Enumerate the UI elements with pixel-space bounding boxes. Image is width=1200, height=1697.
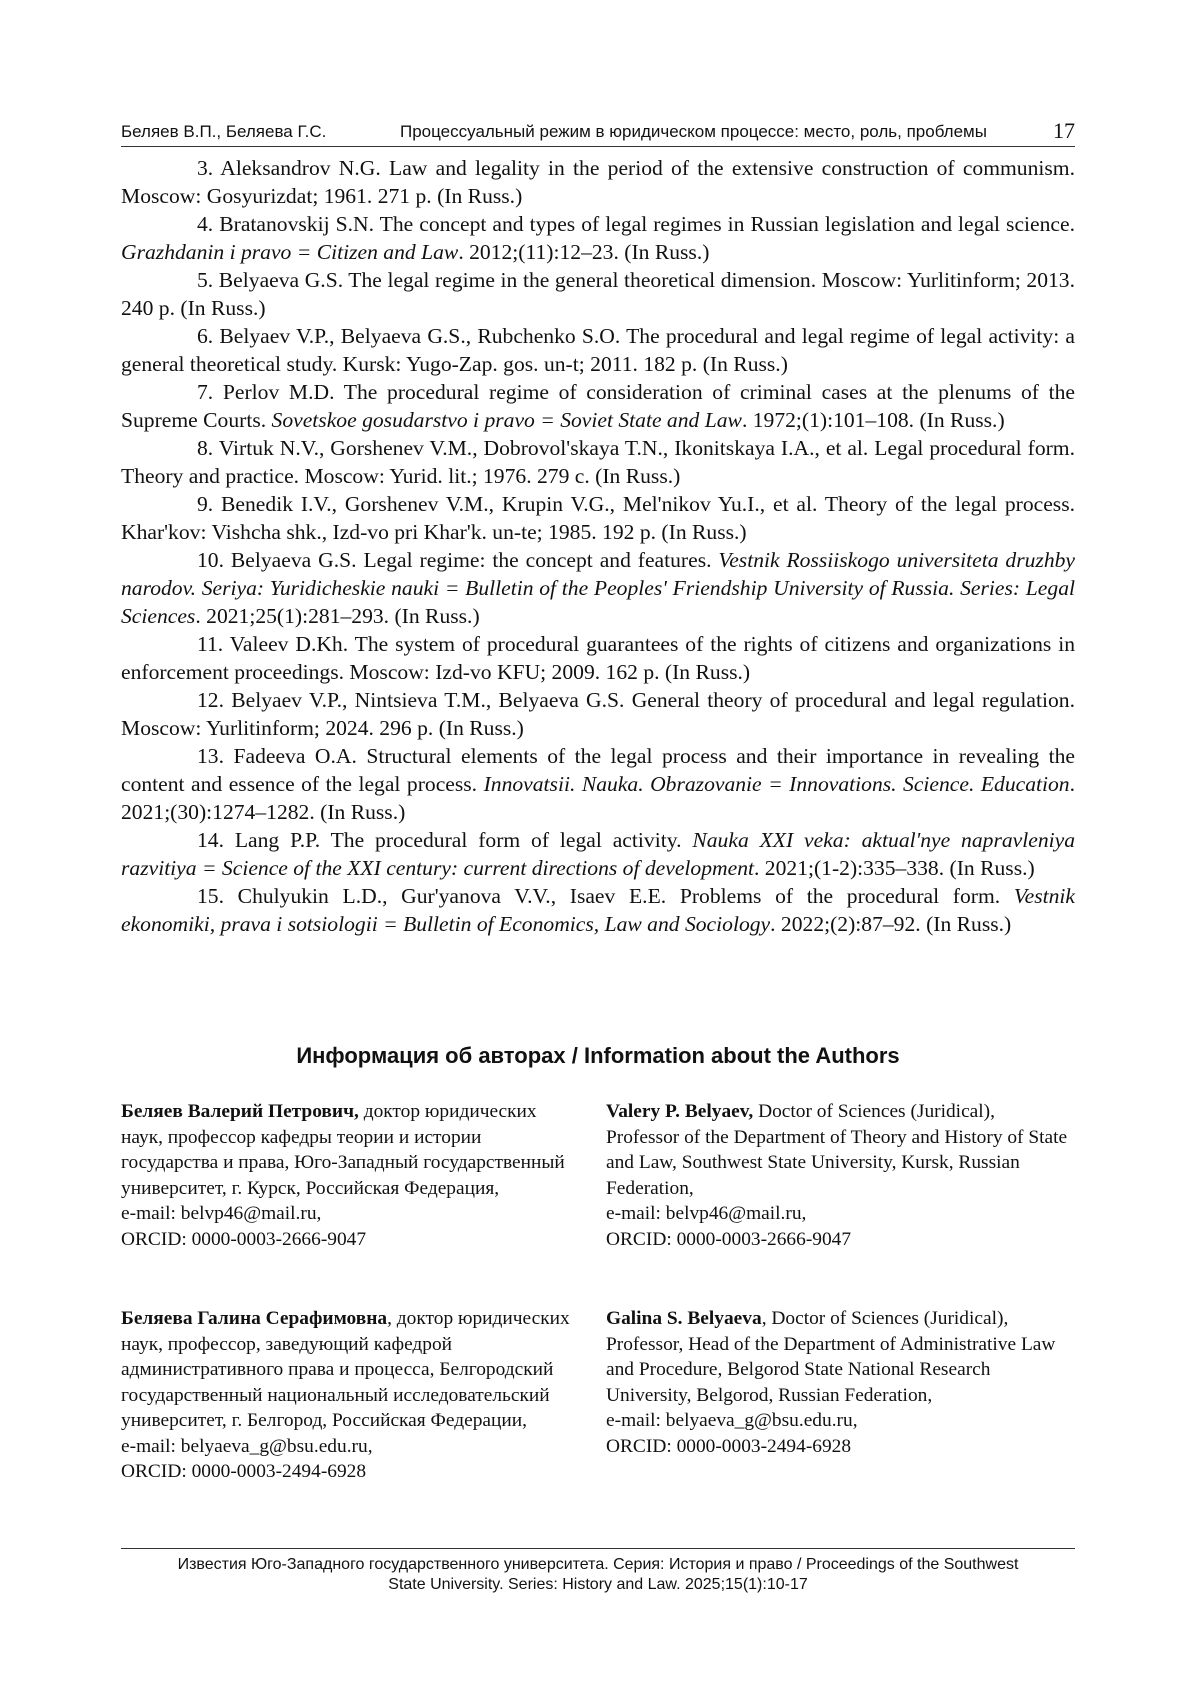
author-orcid: ORCID: 0000-0003-2666-9047 [606, 1228, 852, 1250]
reference-item: 12. Belyaev V.P., Nintsieva T.M., Belyaeva G.S. General theory of procedural and legal regulation. Moscow: Yurlitinform; 2024. 296 p. (In Russ.) [121, 688, 1075, 740]
header-article-title: Процессуальный режим в юридическом процессе: место, роль, проблемы [400, 122, 987, 141]
author-name: Galina S. Belyaeva [606, 1308, 762, 1329]
reference-item: 6. Belyaev V.P., Belyaeva G.S., Rubchenko S.O. The procedural and legal regime of legal activity: a general theoretical study. Kursk: Yugo-Zap. gos. un-t; 2011. 182 p. (In Russ.) [121, 324, 1075, 376]
author-info-en-belyaeva [606, 1306, 1068, 1459]
author-description: Doctor of Sciences (Juridical), Professor of the Department of Theory and History of State and Law, Southwest State University, Kursk, Russian Federation, [606, 1101, 1068, 1199]
reference-list [121, 154, 1075, 938]
author-email[interactable]: e-mail: belvp46@mail.ru, [606, 1203, 807, 1224]
reference-item: 4. Bratanovskij S.N. The concept and types of legal regimes in Russian legislation and legal science. Grazhdanin i pravo = Citizen and Law. 2012;(11):12–23. (In Russ.) [121, 212, 1075, 264]
reference-item: 8. Virtuk N.V., Gorshenev V.M., Dobrovol'skaya T.N., Ikonitskaya I.A., et al. Legal procedural form. Theory and practice. Moscow: Yurid. lit.; 1976. 279 c. (In Russ.) [121, 436, 1075, 488]
author-name: Valery P. Belyaev, [606, 1101, 754, 1122]
author-info-ru-belyaev [121, 1099, 583, 1252]
author-name: Беляев Валерий Петрович, [121, 1101, 359, 1122]
author-orcid: ORCID: 0000-0003-2666-9047 [121, 1228, 367, 1250]
author-info-ru-belyaeva [121, 1306, 583, 1485]
reference-item: 3. Aleksandrov N.G. Law and legality in the period of the extensive construction of communism. Moscow: Gosyurizdat; 1961. 271 p. (In Russ.) [121, 156, 1075, 208]
reference-item: 13. Fadeeva O.A. Structural elements of the legal process and their importance in revealing the content and essence of the legal process. Innovatsii. Nauka. Obrazovanie = Innovations. Science. Education. 2021;(30):1274–1282. (In Russ.) [121, 744, 1076, 824]
author-orcid: ORCID: 0000-0003-2494-6928 [121, 1461, 367, 1482]
reference-item: 5. Belyaeva G.S. The legal regime in the general theoretical dimension. Moscow: Yurlitinform; 2013. 240 p. (In Russ.) [121, 268, 1075, 320]
author-email[interactable]: e-mail: belyaeva_g@bsu.edu.ru, [606, 1410, 858, 1431]
author-description: , Doctor of Sciences (Juridical), Professor, Head of the Department of Administrative Law and Procedure, Belgorod State National Research University, Belgorod, Russian Federation, [606, 1308, 1056, 1406]
header-authors: Беляев В.П., Беляева Г.С. [121, 122, 327, 141]
page-number: 17 [1053, 118, 1075, 143]
reference-item: 14. Lang P.P. The procedural form of legal activity. Nauka XXI veka: aktual'nye napravleniya razvitiya = Science of the XXI century: current directions of development. 2021;(1-2):335–338. (In Russ.) [121, 828, 1075, 880]
author-description: доктор юридических наук, профессор кафедры теории и истории государства и права, Юго-Западный государственный университет, г. Курск, Российская Федерация, [121, 1101, 565, 1199]
running-footer [121, 1548, 1075, 1595]
author-name: Беляева Галина Серафимовна [121, 1308, 388, 1329]
reference-item: 10. Belyaeva G.S. Legal regime: the concept and features. Vestnik Rossiiskogo universiteta druzhby narodov. Seriya: Yuridicheskie nauki = Bulletin of the Peoples' Friendship University of Russia. Series: Legal Sciences. 2021;25(1):281–293. (In Russ.) [121, 548, 1075, 628]
reference-item: 11. Valeev D.Kh. The system of procedural guarantees of the rights of citizens and organizations in enforcement proceedings. Moscow: Izd-vo KFU; 2009. 162 p. (In Russ.) [121, 632, 1075, 684]
reference-item: 15. Chulyukin L.D., Gur'yanova V.V., Isaev E.E. Problems of the procedural form. Vestnik ekonomiki, prava i sotsiologii = Bulletin of Economics, Law and Sociology. 2022;(2):87–92. (In Russ.) [121, 884, 1075, 936]
author-email[interactable]: e-mail: belyaeva_g@bsu.edu.ru, [121, 1435, 373, 1457]
authors-section-heading: Информация об авторах / Information about the Authors [296, 1043, 900, 1068]
footer-journal-line-1: Известия Юго-Западного государственного университета. Серия: История и право / Proceedings of the Southwest [177, 1556, 1019, 1573]
author-orcid: ORCID: 0000-0003-2494-6928 [606, 1435, 852, 1457]
author-email[interactable]: e-mail: belvp46@mail.ru, [121, 1203, 322, 1224]
author-info-en-belyaev [606, 1099, 1068, 1252]
author-description: , доктор юридических наук, профессор, заведующий кафедрой административного права и процесса, Белгородский государственный национальный исследовательский университет, г. Белгород, Российская Федерации, [121, 1308, 570, 1431]
reference-item: 7. Perlov M.D. The procedural regime of consideration of criminal cases at the plenums of the Supreme Courts. Sovetskoe gosudarstvo i pravo = Soviet State and Law. 1972;(1):101–108. (In Russ.) [121, 380, 1075, 432]
reference-item: 9. Benedik I.V., Gorshenev V.M., Krupin V.G., Mel'nikov Yu.I., et al. Theory of the legal process. Khar'kov: Vishcha shk., Izd-vo pri Khar'k. un-te; 1985. 192 p. (In Russ.) [121, 492, 1075, 544]
footer-journal-line-2: State University. Series: History and Law. 2025;15(1):10-17 [388, 1576, 808, 1593]
running-header [121, 114, 1075, 147]
